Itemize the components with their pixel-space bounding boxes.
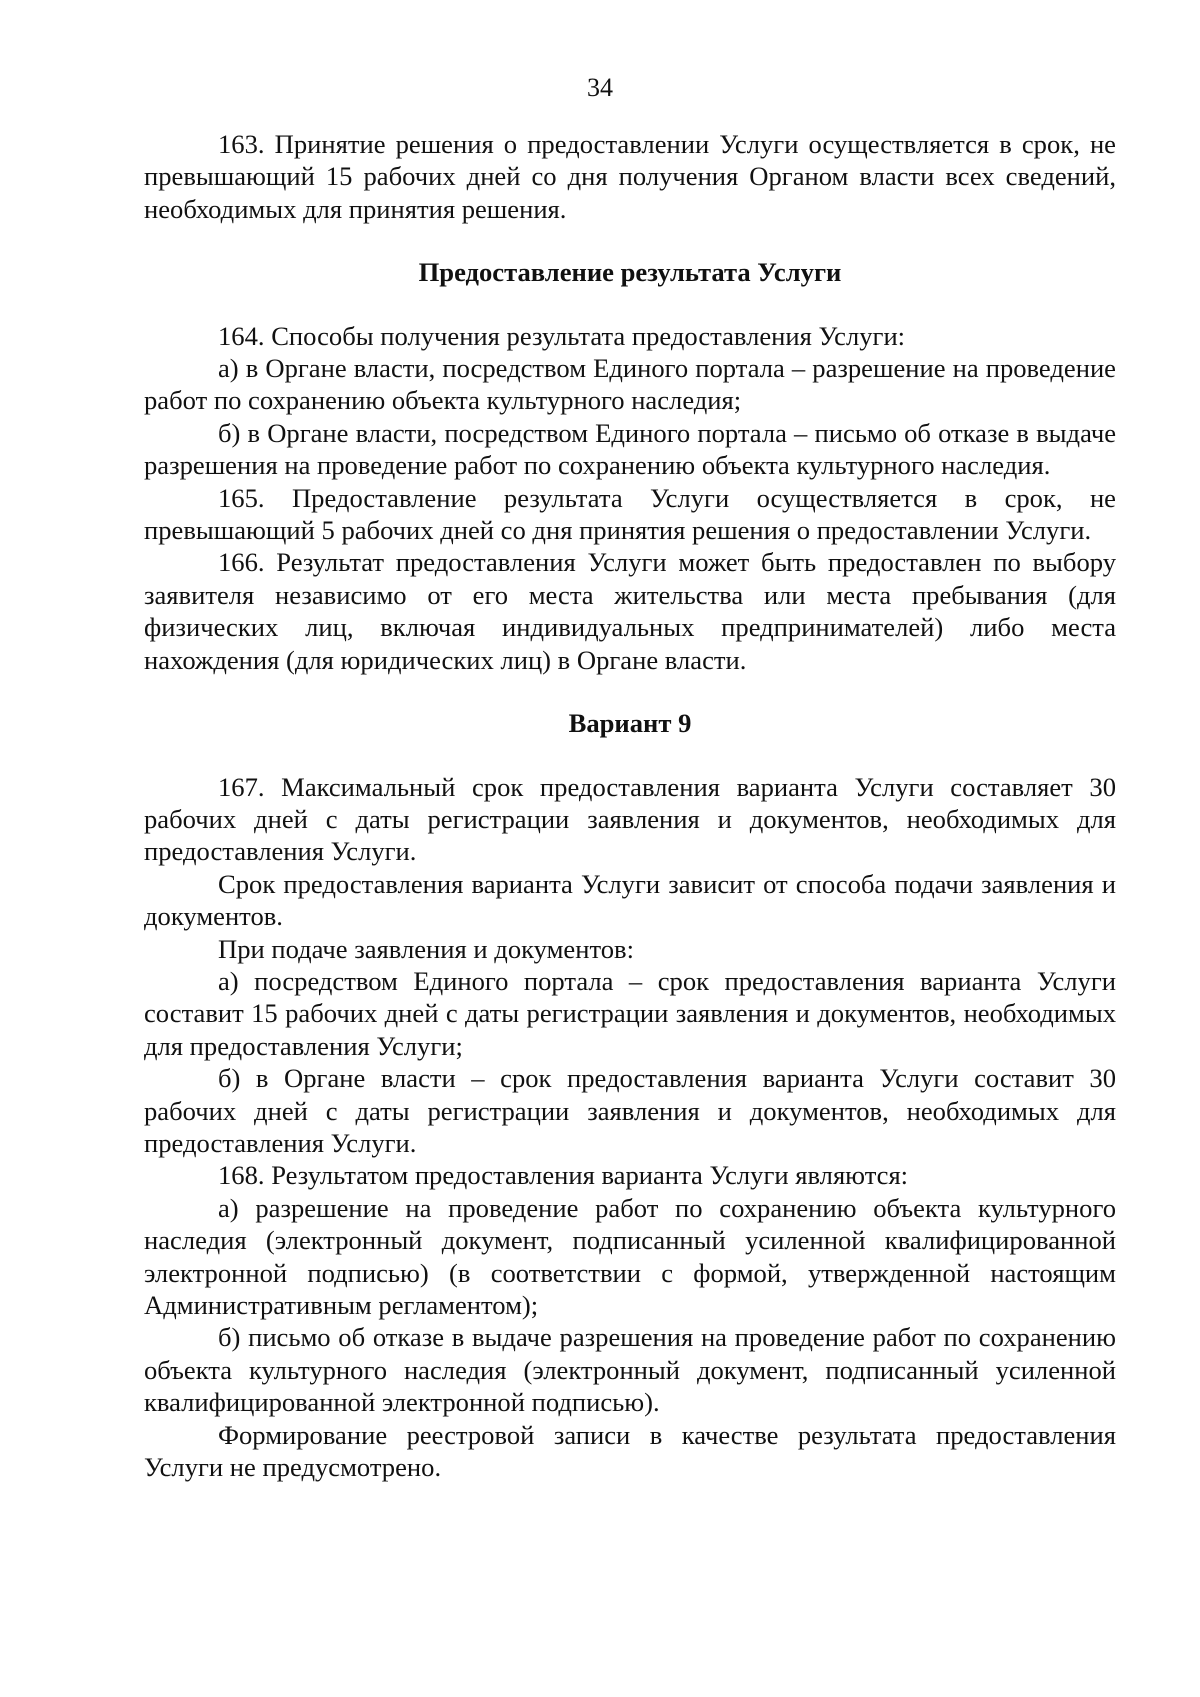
paragraph-168: 168. Результатом предоставления варианта Услуги являются: [218, 1160, 909, 1191]
paragraph-163: 163. Принятие решения о предоставлении Услуги осуществляется в срок, не превышающий 15 рабочих дней со дня получения Органом власти всех сведений, необходимых для принятия решения. [144, 129, 1116, 224]
paragraph-167-b: б) в Органе власти – срок предоставления варианта Услуги составит 30 рабочих дней с даты регистрации заявления и документов, необходимых для предоставления Услуги. [144, 1063, 1116, 1158]
paragraph-164: 164. Способы получения результата предоставления Услуги: [218, 320, 906, 351]
paragraph-168-registry: Формирование реестровой записи в качестве результата предоставления Услуги не предусмотрено. [144, 1419, 1116, 1483]
section-heading-result: Предоставление результата Услуги [418, 257, 842, 288]
paragraph-167-a: а) посредством Единого портала – срок предоставления варианта Услуги составит 15 рабочих дней с даты регистрации заявления и документов, необходимых для предоставления Услуги; [144, 965, 1116, 1061]
paragraph-166: 166. Результат предоставления Услуги может быть предоставлен по выбору заявителя независимо от его места жительства или места пребывания (для физических лиц, включая индивидуальных предпринимателей) либо места нахождения (для юридических лиц) в Органе власти. [144, 547, 1116, 675]
paragraph-167: 167. Максимальный срок предоставления варианта Услуги составляет 30 рабочих дней с даты регистрации заявления и документов, необходимых для предоставления Услуги. [144, 771, 1116, 867]
section-heading-variant: Вариант 9 [568, 708, 692, 739]
paragraph-164-b: б) в Органе власти, посредством Единого портала – письмо об отказе в выдаче разрешения на проведение работ по сохранению объекта культурного наследия. [144, 417, 1116, 481]
paragraph-165: 165. Предоставление результата Услуги осуществляется в срок, не превышающий 5 рабочих дней со дня принятия решения о предоставлении Услуги. [144, 482, 1116, 546]
paragraph-168-a: а) разрешение на проведение работ по сохранению объекта культурного наследия (электронный документ, подписанный усиленной квалифицированной электронной подписью) (в соответствии с формой, утвержденной настоящим Административным регламентом); [144, 1192, 1116, 1320]
page-number: 34 [587, 73, 613, 102]
paragraph-167-when: При подаче заявления и документов: [218, 933, 634, 964]
paragraph-164-a: а) в Органе власти, посредством Единого портала – разрешение на проведение работ по сохранению объекта культурного наследия; [144, 353, 1116, 416]
paragraph-167-term: Срок предоставления варианта Услуги зависит от способа подачи заявления и документов. [144, 868, 1116, 932]
document-body [144, 128, 1116, 1483]
paragraph-168-b: б) письмо об отказе в выдаче разрешения на проведение работ по сохранению объекта культурного наследия (электронный документ, подписанный усиленной квалифицированной электронной подписью). [144, 1322, 1116, 1418]
